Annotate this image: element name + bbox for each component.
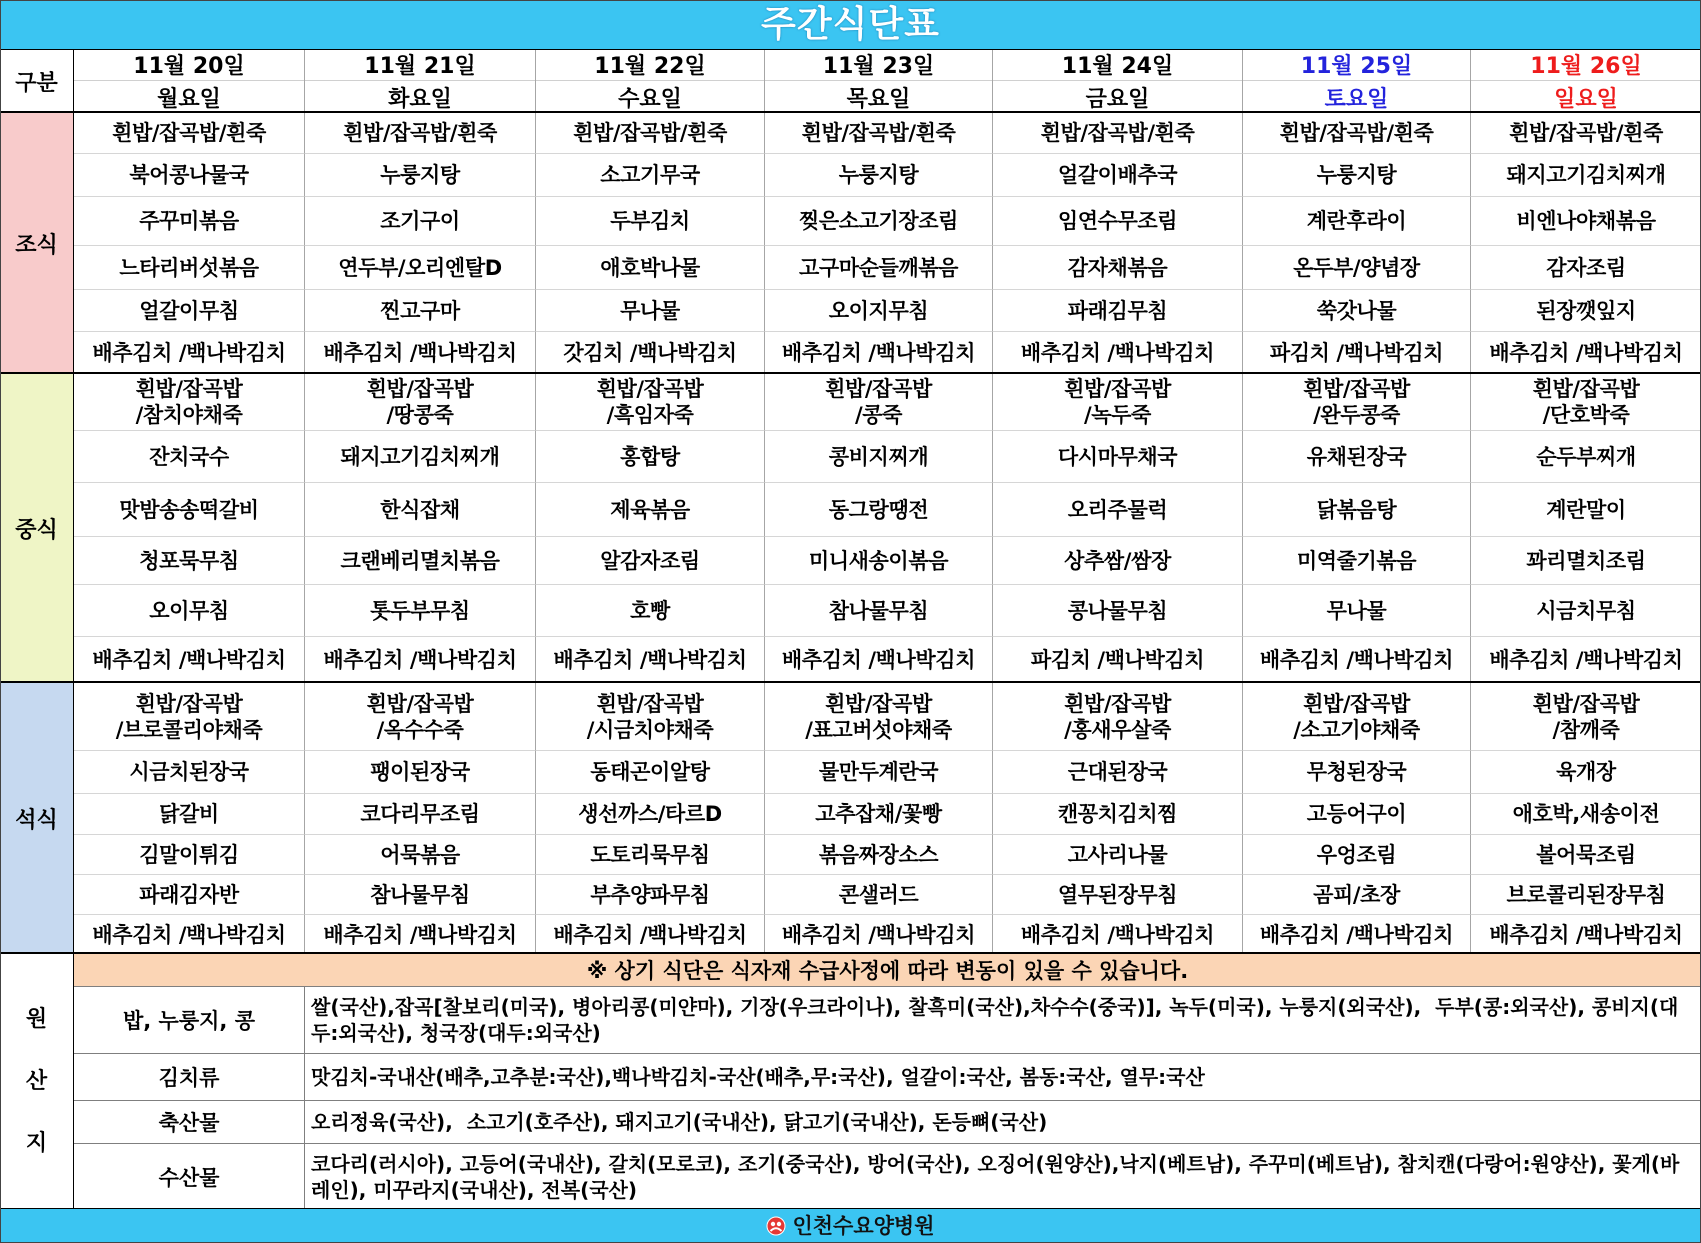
breakfast-mon-item: 북어콩나물국 bbox=[74, 154, 305, 197]
page-title: 주간식단표 bbox=[761, 4, 940, 45]
breakfast-fri-item: 감자채볶음 bbox=[993, 246, 1243, 290]
dinner-wed-item: 생선까스/타르D bbox=[536, 794, 765, 835]
breakfast-fri-item: 배추김치 /백나박김치 bbox=[993, 332, 1243, 374]
breakfast-mon-item: 흰밥/잡곡밥/흰죽 bbox=[74, 113, 305, 154]
lunch-tue-item: 톳두부무침 bbox=[305, 585, 536, 637]
breakfast-wed-item: 갓김치 /백나박김치 bbox=[536, 332, 765, 374]
day-header-sun bbox=[1471, 49, 1701, 113]
menu-change-notice: ※ 상기 식단은 식자재 수급사정에 따라 변동이 있을 수 있습니다. bbox=[74, 954, 1701, 987]
day-header-tue bbox=[305, 49, 536, 113]
lunch-sun-item: 순두부찌개 bbox=[1471, 431, 1701, 483]
day-weekday: 일요일 bbox=[1554, 86, 1618, 112]
origin-category-meat: 축산물 bbox=[74, 1101, 305, 1144]
day-date: 11월 20일 bbox=[74, 49, 304, 81]
lunch-sun-item: 계란말이 bbox=[1471, 483, 1701, 537]
day-weekday: 금요일 bbox=[1085, 86, 1150, 112]
lunch-fri-item: 오리주물럭 bbox=[993, 483, 1243, 537]
hospital-name: 인천수요양병원 bbox=[792, 1214, 935, 1238]
breakfast-wed-item: 무나물 bbox=[536, 290, 765, 332]
breakfast-sat-item: 파김치 /백나박김치 bbox=[1243, 332, 1471, 374]
lunch-sun-item: 흰밥/잡곡밥 /단호박죽 bbox=[1471, 374, 1701, 431]
dinner-sat-item: 무청된장국 bbox=[1243, 751, 1471, 794]
origin-section bbox=[0, 954, 1701, 1209]
day-header-mon bbox=[74, 49, 305, 113]
dinner-thu-item: 흰밥/잡곡밥 /표고버섯야채죽 bbox=[765, 683, 993, 751]
lunch-wed-item: 배추김치 /백나박김치 bbox=[536, 637, 765, 683]
origin-text-seafood: 코다리(러시아), 고등어(국내산), 갈치(모로코), 조기(중국산), 방어(국산), 오징어(원양산),낙지(베트남), 주꾸미(베트남), 참치캔(다랑어:원양산), 꽃게(바레인), 미꾸라지(국내산), 전복(국산) bbox=[311, 1151, 1680, 1202]
dinner-fri-item: 캔꽁치김치찜 bbox=[993, 794, 1243, 835]
origin-label: 원산지 bbox=[25, 1006, 48, 1156]
day-weekday: 토요일 bbox=[1324, 86, 1389, 112]
breakfast-tue-item: 조기구이 bbox=[305, 197, 536, 246]
dinner-fri-item: 고사리나물 bbox=[993, 835, 1243, 875]
breakfast-sat-item: 흰밥/잡곡밥/흰죽 bbox=[1243, 113, 1471, 154]
footer-bar bbox=[0, 1209, 1701, 1243]
lunch-thu-item: 동그랑땡전 bbox=[765, 483, 993, 537]
dinner-sat-item: 우엉조림 bbox=[1243, 835, 1471, 875]
dinner-sat-item: 배추김치 /백나박김치 bbox=[1243, 915, 1471, 954]
lunch-sat-item: 흰밥/잡곡밥 /완두콩죽 bbox=[1243, 374, 1471, 431]
breakfast-wed-item: 흰밥/잡곡밥/흰죽 bbox=[536, 113, 765, 154]
breakfast-mon-item: 얼갈이무침 bbox=[74, 290, 305, 332]
breakfast-tue-item: 누룽지탕 bbox=[305, 154, 536, 197]
day-date: 11월 25일 bbox=[1243, 49, 1470, 81]
lunch-tue-item: 크랜베리멸치볶음 bbox=[305, 537, 536, 585]
breakfast-thu-item: 찢은소고기장조림 bbox=[765, 197, 993, 246]
dinner-sun-item: 브로콜리된장무침 bbox=[1471, 875, 1701, 915]
lunch-sun-item: 배추김치 /백나박김치 bbox=[1489, 648, 1683, 672]
dinner-thu-item: 콘샐러드 bbox=[765, 875, 993, 915]
dinner-tue-item: 흰밥/잡곡밥 /옥수수죽 bbox=[305, 683, 536, 751]
breakfast-fri-item: 얼갈이배추국 bbox=[993, 154, 1243, 197]
breakfast-mon-item: 느타리버섯볶음 bbox=[74, 246, 305, 290]
breakfast-wed-item: 소고기무국 bbox=[536, 154, 765, 197]
day-header-sat bbox=[1243, 49, 1471, 113]
day-header-wed bbox=[536, 49, 765, 113]
lunch-label: 중식 bbox=[0, 374, 74, 683]
dinner-section bbox=[0, 683, 1701, 954]
lunch-fri-item: 상추쌈/쌈장 bbox=[993, 537, 1243, 585]
lunch-sun-item: 꽈리멸치조림 bbox=[1471, 537, 1701, 585]
dinner-sat-item: 곰피/초장 bbox=[1243, 875, 1471, 915]
lunch-mon-item: 오이무침 bbox=[74, 585, 305, 637]
dinner-sun-item: 육개장 bbox=[1471, 751, 1701, 794]
dinner-thu-item: 배추김치 /백나박김치 bbox=[765, 915, 993, 954]
breakfast-mon-item: 주꾸미볶음 bbox=[74, 197, 305, 246]
day-date: 11월 26일 bbox=[1471, 49, 1701, 81]
breakfast-sat-item: 온두부/양념장 bbox=[1243, 246, 1471, 290]
day-weekday: 월요일 bbox=[157, 86, 221, 112]
lunch-tue-item: 돼지고기김치찌개 bbox=[305, 431, 536, 483]
dinner-sun-item: 흰밥/잡곡밥 /참깨죽 bbox=[1471, 683, 1701, 751]
dinner-wed-item: 흰밥/잡곡밥 /시금치야채죽 bbox=[536, 683, 765, 751]
lunch-tue-item: 배추김치 /백나박김치 bbox=[305, 637, 536, 683]
header-row bbox=[0, 49, 1701, 113]
lunch-sun-item: 시금치무침 bbox=[1471, 585, 1701, 637]
dinner-fri-item: 근대된장국 bbox=[993, 751, 1243, 794]
lunch-wed-item: 흰밥/잡곡밥 /흑임자죽 bbox=[536, 374, 765, 431]
origin-text-kimchi: 맛김치-국내산(배추,고추분:국산),백나박김치-국산(배추,무:국산), 얼갈이:국산, 봄동:국산, 열무:국산 bbox=[305, 1054, 1701, 1101]
breakfast-sun-item: 된장깻잎지 bbox=[1471, 290, 1701, 332]
breakfast-thu-item: 오이지무침 bbox=[765, 290, 993, 332]
day-weekday: 화요일 bbox=[388, 86, 452, 112]
day-weekday: 수요일 bbox=[618, 86, 682, 112]
dinner-wed-item: 부추양파무침 bbox=[536, 875, 765, 915]
hospital-logo-icon bbox=[766, 1216, 786, 1236]
dinner-tue-item: 어묵볶음 bbox=[305, 835, 536, 875]
title-bar bbox=[0, 0, 1701, 49]
breakfast-fri-item: 흰밥/잡곡밥/흰죽 bbox=[993, 113, 1243, 154]
dinner-sat-item: 흰밥/잡곡밥 /소고기야채죽 bbox=[1243, 683, 1471, 751]
breakfast-section bbox=[0, 113, 1701, 374]
lunch-mon-item: 배추김치 /백나박김치 bbox=[74, 637, 305, 683]
meal-table bbox=[0, 113, 1701, 954]
breakfast-sat-item: 쑥갓나물 bbox=[1243, 290, 1471, 332]
lunch-sat-item: 미역줄기볶음 bbox=[1243, 537, 1471, 585]
lunch-wed-item: 호빵 bbox=[536, 585, 765, 637]
day-weekday: 목요일 bbox=[846, 86, 911, 112]
breakfast-wed-item: 두부김치 bbox=[536, 197, 765, 246]
dinner-thu-item: 고추잡채/꽃빵 bbox=[765, 794, 993, 835]
breakfast-sun-item: 배추김치 /백나박김치 bbox=[1489, 341, 1683, 365]
lunch-tue-item: 한식잡채 bbox=[305, 483, 536, 537]
dinner-mon-item: 배추김치 /백나박김치 bbox=[74, 915, 305, 954]
lunch-fri-item: 흰밥/잡곡밥 /녹두죽 bbox=[993, 374, 1243, 431]
breakfast-sun-item: 흰밥/잡곡밥/흰죽 bbox=[1471, 113, 1701, 154]
header-label: 구분 bbox=[0, 49, 74, 113]
lunch-fri-item: 다시마무채국 bbox=[993, 431, 1243, 483]
origin-label-cell bbox=[0, 954, 74, 1209]
dinner-mon-item: 닭갈비 bbox=[74, 794, 305, 835]
origin-category-rice: 밥, 누룽지, 콩 bbox=[74, 987, 305, 1054]
breakfast-thu-item: 흰밥/잡곡밥/흰죽 bbox=[765, 113, 993, 154]
breakfast-tue-item: 흰밥/잡곡밥/흰죽 bbox=[305, 113, 536, 154]
dinner-fri-item: 흰밥/잡곡밥 /홍새우살죽 bbox=[993, 683, 1243, 751]
day-header-fri bbox=[993, 49, 1243, 113]
lunch-thu-item: 참나물무침 bbox=[765, 585, 993, 637]
lunch-thu-item: 콩비지찌개 bbox=[765, 431, 993, 483]
dinner-tue-item: 팽이된장국 bbox=[305, 751, 536, 794]
dinner-sat-item: 고등어구이 bbox=[1243, 794, 1471, 835]
dinner-label: 석식 bbox=[0, 683, 74, 954]
lunch-mon-item: 잔치국수 bbox=[74, 431, 305, 483]
dinner-tue-item: 코다리무조림 bbox=[305, 794, 536, 835]
dinner-wed-item: 배추김치 /백나박김치 bbox=[536, 915, 765, 954]
breakfast-tue-item: 연두부/오리엔탈D bbox=[305, 246, 536, 290]
breakfast-fri-item: 임연수무조림 bbox=[993, 197, 1243, 246]
dinner-wed-item: 도토리묵무침 bbox=[536, 835, 765, 875]
day-header-thu bbox=[765, 49, 993, 113]
dinner-fri-item: 열무된장무침 bbox=[993, 875, 1243, 915]
day-date: 11월 23일 bbox=[765, 49, 992, 81]
breakfast-label: 조식 bbox=[0, 113, 74, 374]
dinner-wed-item: 동태곤이알탕 bbox=[536, 751, 765, 794]
breakfast-mon-item: 배추김치 /백나박김치 bbox=[74, 332, 305, 374]
lunch-sat-item: 배추김치 /백나박김치 bbox=[1243, 637, 1471, 683]
dinner-mon-item: 김말이튀김 bbox=[74, 835, 305, 875]
dinner-thu-item: 물만두계란국 bbox=[765, 751, 993, 794]
day-date: 11월 21일 bbox=[305, 49, 535, 81]
origin-category-kimchi: 김치류 bbox=[74, 1054, 305, 1101]
breakfast-tue-item: 찐고구마 bbox=[305, 290, 536, 332]
dinner-mon-item: 시금치된장국 bbox=[74, 751, 305, 794]
lunch-fri-item: 파김치 /백나박김치 bbox=[993, 637, 1243, 683]
dinner-sun-item: 볼어묵조림 bbox=[1471, 835, 1701, 875]
dinner-tue-item: 참나물무침 bbox=[305, 875, 536, 915]
lunch-wed-item: 제육볶음 bbox=[536, 483, 765, 537]
origin-text-meat: 오리정육(국산), 소고기(호주산), 돼지고기(국내산), 닭고기(국내산), 돈등뼈(국산) bbox=[305, 1101, 1701, 1144]
breakfast-sat-item: 계란후라이 bbox=[1243, 197, 1471, 246]
breakfast-thu-item: 고구마순들깨볶음 bbox=[765, 246, 993, 290]
dinner-mon-item: 흰밥/잡곡밥 /브로콜리야채죽 bbox=[74, 683, 305, 751]
lunch-mon-item: 청포묵무침 bbox=[74, 537, 305, 585]
breakfast-sat-item: 누룽지탕 bbox=[1243, 154, 1471, 197]
breakfast-wed-item: 애호박나물 bbox=[536, 246, 765, 290]
lunch-thu-item: 미니새송이볶음 bbox=[765, 537, 993, 585]
lunch-wed-item: 알감자조림 bbox=[536, 537, 765, 585]
lunch-sat-item: 무나물 bbox=[1243, 585, 1471, 637]
lunch-sat-item: 유채된장국 bbox=[1243, 431, 1471, 483]
day-date: 11월 24일 bbox=[993, 49, 1242, 81]
dinner-mon-item: 파래김자반 bbox=[74, 875, 305, 915]
breakfast-sun-item: 감자조림 bbox=[1471, 246, 1701, 290]
lunch-wed-item: 홍합탕 bbox=[536, 431, 765, 483]
breakfast-tue-item: 배추김치 /백나박김치 bbox=[305, 332, 536, 374]
lunch-mon-item: 흰밥/잡곡밥 /참치야채죽 bbox=[74, 374, 305, 431]
dinner-fri-item: 배추김치 /백나박김치 bbox=[993, 915, 1243, 954]
breakfast-sun-item: 비엔나야채볶음 bbox=[1471, 197, 1701, 246]
lunch-tue-item: 흰밥/잡곡밥 /땅콩죽 bbox=[305, 374, 536, 431]
dinner-tue-item: 배추김치 /백나박김치 bbox=[305, 915, 536, 954]
breakfast-thu-item: 누룽지탕 bbox=[765, 154, 993, 197]
dinner-sun-item: 배추김치 /백나박김치 bbox=[1489, 922, 1683, 947]
lunch-thu-item: 배추김치 /백나박김치 bbox=[765, 637, 993, 683]
lunch-thu-item: 흰밥/잡곡밥 /콩죽 bbox=[765, 374, 993, 431]
breakfast-sun-item: 돼지고기김치찌개 bbox=[1471, 154, 1701, 197]
breakfast-fri-item: 파래김무침 bbox=[993, 290, 1243, 332]
day-date: 11월 22일 bbox=[536, 49, 764, 81]
lunch-mon-item: 맛밤송송떡갈비 bbox=[74, 483, 305, 537]
origin-text-rice: 쌀(국산),잡곡[찰보리(미국), 병아리콩(미얀마), 기장(우크라이나), 찰흑미(국산),차수수(중국)], 녹두(미국), 누룽지(외국산), 두부(콩:외국산), 콩비지(대두:외국산), 청국장(대두:외국산) bbox=[305, 987, 1701, 1054]
dinner-sun-item: 애호박,새송이전 bbox=[1471, 794, 1701, 835]
lunch-section bbox=[0, 374, 1701, 683]
origin-category-seafood: 수산물 bbox=[74, 1144, 305, 1209]
breakfast-thu-item: 배추김치 /백나박김치 bbox=[765, 332, 993, 374]
dinner-thu-item: 볶음짜장소스 bbox=[765, 835, 993, 875]
lunch-fri-item: 콩나물무침 bbox=[993, 585, 1243, 637]
lunch-sat-item: 닭볶음탕 bbox=[1243, 483, 1471, 537]
